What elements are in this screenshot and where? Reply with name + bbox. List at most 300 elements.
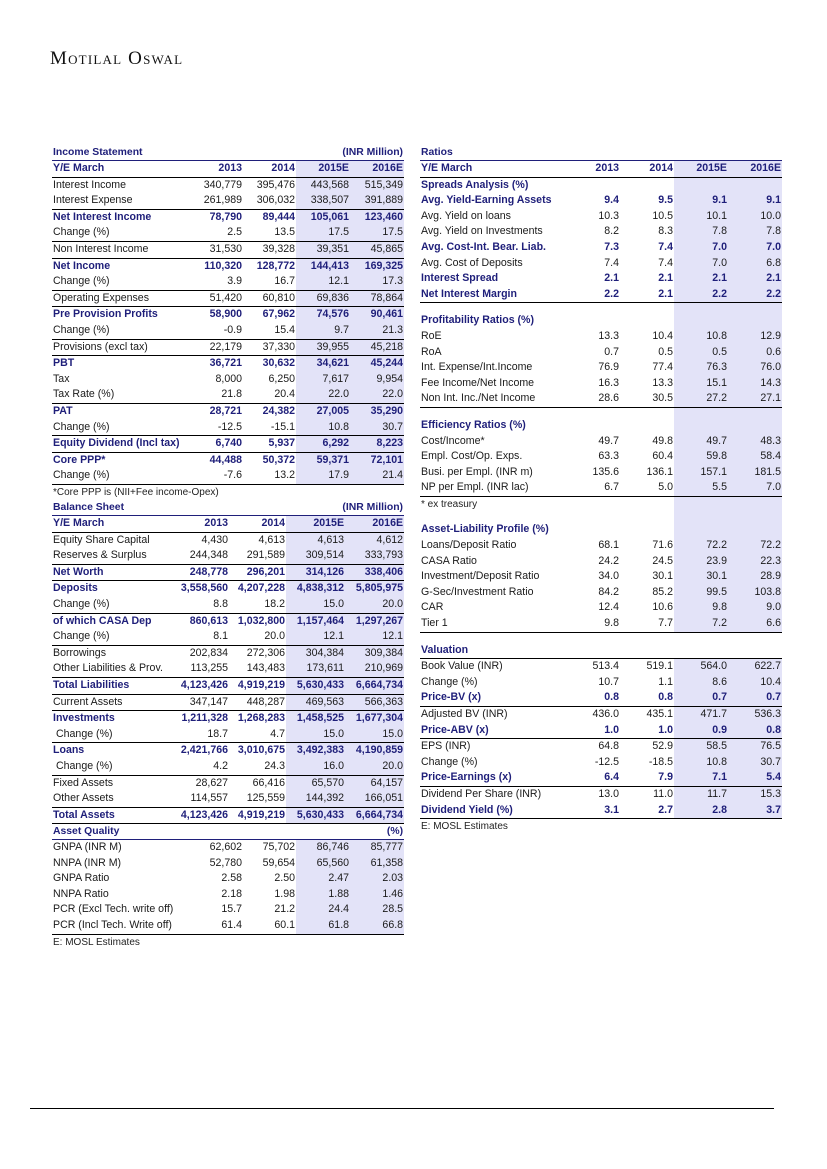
row-value: 22.0 bbox=[350, 387, 404, 403]
row-value: 99.5 bbox=[674, 585, 728, 601]
table-row bbox=[420, 449, 782, 465]
row-value: 27.2 bbox=[674, 391, 728, 407]
row-value: 536.3 bbox=[728, 707, 782, 723]
row-value: 9.5 bbox=[658, 194, 673, 207]
row-value: 181.5 bbox=[728, 465, 782, 481]
table-row bbox=[420, 690, 782, 706]
row-value: 62,602 bbox=[209, 841, 242, 853]
row-value: -12.5 bbox=[217, 420, 242, 433]
row-value: 58.5 bbox=[674, 739, 728, 755]
row-label: RoA bbox=[421, 345, 442, 358]
table-row bbox=[52, 452, 404, 468]
row-value: 9.0 bbox=[728, 600, 782, 616]
table-row bbox=[420, 376, 782, 392]
row-value: 12.1 bbox=[296, 274, 350, 290]
table-row bbox=[52, 323, 404, 339]
row-label: Change (%) bbox=[53, 420, 110, 433]
row-value: 10.4 bbox=[652, 329, 673, 342]
row-value: 12.9 bbox=[728, 329, 782, 345]
table-row bbox=[420, 675, 782, 691]
row-value: 1.0 bbox=[658, 723, 673, 736]
row-value: 69,836 bbox=[296, 290, 350, 307]
spacer-row bbox=[420, 303, 782, 314]
row-value: 65,560 bbox=[296, 856, 350, 872]
row-value: 39,955 bbox=[296, 339, 350, 356]
spacer-row bbox=[420, 407, 782, 418]
table-row bbox=[52, 645, 404, 661]
income-statement-table bbox=[52, 145, 404, 500]
row-label: Busi. per Empl. (INR m) bbox=[421, 465, 533, 478]
table-row bbox=[52, 274, 404, 290]
row-value: 60.1 bbox=[243, 918, 296, 934]
brand-logo: Motilal Oswal bbox=[50, 48, 184, 69]
row-value: 59,371 bbox=[296, 452, 350, 468]
section-note bbox=[420, 496, 782, 512]
row-value: 7.9 bbox=[658, 771, 673, 784]
row-value: 8.2 bbox=[604, 225, 619, 238]
section-header bbox=[420, 313, 782, 329]
row-label: of which CASA Dep bbox=[52, 613, 172, 629]
row-label: Change (%) bbox=[52, 468, 190, 484]
year-header: 2015E bbox=[286, 516, 345, 533]
row-value: 515,349 bbox=[350, 177, 404, 193]
table-row bbox=[52, 339, 404, 356]
row-value: 340,779 bbox=[203, 178, 242, 191]
row-label: Change (%) bbox=[53, 323, 110, 336]
row-value: 21.4 bbox=[350, 468, 404, 484]
row-value: 2.7 bbox=[620, 803, 674, 819]
row-value: 5.0 bbox=[620, 480, 674, 496]
table-row bbox=[52, 225, 404, 241]
row-value: 2.2 bbox=[728, 287, 782, 303]
row-value: 7.4 bbox=[604, 256, 619, 269]
row-value: 1,677,304 bbox=[345, 711, 404, 727]
table-row bbox=[420, 224, 782, 240]
footnote: E: MOSL Estimates bbox=[421, 821, 508, 833]
row-value: 291,589 bbox=[246, 549, 286, 562]
table-row bbox=[52, 403, 404, 419]
row-value: 166,051 bbox=[345, 791, 404, 807]
row-value: 30.5 bbox=[620, 391, 674, 407]
row-value: 76.3 bbox=[674, 360, 728, 376]
row-value: 60.4 bbox=[652, 450, 673, 463]
year-header: 2014 bbox=[229, 516, 286, 533]
table-row bbox=[52, 871, 404, 887]
estimate-shade bbox=[674, 522, 782, 538]
footnote: * ex treasury bbox=[421, 498, 478, 510]
row-label: PCR (Excl Tech. write off) bbox=[53, 903, 174, 916]
row-value: 17.3 bbox=[350, 274, 404, 290]
year-header: 2014 bbox=[243, 161, 296, 178]
row-value: 58,900 bbox=[190, 307, 243, 323]
asset-quality-note-row bbox=[52, 934, 404, 950]
row-label: Borrowings bbox=[52, 645, 172, 661]
row-value: 8.3 bbox=[658, 225, 673, 238]
row-value: 1.88 bbox=[296, 887, 350, 903]
row-value: 2.1 bbox=[658, 272, 673, 285]
row-value: 16.3 bbox=[598, 376, 619, 389]
row-value: 144,413 bbox=[296, 258, 350, 274]
asset-quality-title bbox=[52, 824, 404, 840]
row-value: 248,778 bbox=[172, 564, 229, 581]
row-value: 77.4 bbox=[652, 361, 673, 374]
row-value: 306,032 bbox=[256, 194, 295, 207]
estimate-shade bbox=[674, 496, 782, 512]
ratios-title bbox=[420, 145, 782, 161]
row-label: Change (%) bbox=[421, 675, 478, 688]
row-value: 10.6 bbox=[652, 601, 673, 614]
table-row bbox=[420, 240, 782, 256]
table-row bbox=[420, 256, 782, 272]
row-value: 338,406 bbox=[345, 564, 404, 581]
table-row bbox=[52, 791, 404, 807]
row-value: 9.1 bbox=[728, 193, 782, 209]
row-value: 27,005 bbox=[296, 403, 350, 419]
row-value: 2.5 bbox=[227, 226, 242, 239]
table-row bbox=[52, 613, 404, 629]
row-value: 2.1 bbox=[620, 287, 674, 303]
row-label: Dividend Yield (%) bbox=[420, 803, 566, 819]
row-value: 113,255 bbox=[190, 662, 228, 675]
row-value: 20.0 bbox=[264, 630, 286, 643]
row-value: 3,010,675 bbox=[229, 743, 286, 759]
spacer bbox=[420, 303, 674, 314]
row-label: Avg. Yield-Earning Assets bbox=[421, 194, 552, 207]
row-value: 4,190,859 bbox=[345, 743, 404, 759]
row-label: Price-Earnings (x) bbox=[421, 771, 512, 784]
row-value: 7.8 bbox=[674, 224, 728, 240]
row-label: Net Interest Margin bbox=[420, 287, 566, 303]
row-value: 10.8 bbox=[674, 329, 728, 345]
row-label: Loans bbox=[52, 743, 172, 759]
row-value: 76.5 bbox=[728, 739, 782, 755]
row-label: Change (%) bbox=[53, 226, 110, 239]
row-value: 5,630,433 bbox=[286, 807, 345, 824]
row-value: 11.0 bbox=[620, 786, 674, 802]
row-value: 6,664,734 bbox=[345, 677, 404, 694]
table-row bbox=[420, 465, 782, 481]
row-value: 58.4 bbox=[728, 449, 782, 465]
row-value: 143,483 bbox=[246, 662, 286, 675]
header-row bbox=[52, 161, 404, 178]
row-label: Non Int. Inc./Net Income bbox=[420, 391, 566, 407]
row-value: 14.3 bbox=[728, 376, 782, 392]
row-value: 13.5 bbox=[274, 226, 295, 239]
row-value: 63.3 bbox=[598, 450, 619, 463]
row-label: CASA Ratio bbox=[421, 554, 477, 567]
row-value: 28,627 bbox=[172, 775, 229, 791]
table-row bbox=[420, 739, 782, 755]
row-value: 7.7 bbox=[620, 616, 674, 632]
row-value: 8,000 bbox=[215, 372, 242, 385]
row-value: 8.1 bbox=[213, 630, 228, 643]
row-value: 1.1 bbox=[658, 675, 673, 688]
row-value: 61.8 bbox=[296, 918, 350, 934]
row-label: Avg. Yield on loans bbox=[421, 209, 511, 222]
row-value: 66.8 bbox=[350, 918, 404, 934]
row-value: 71.6 bbox=[652, 539, 673, 552]
balance-sheet-table bbox=[52, 500, 404, 824]
row-value: 44,488 bbox=[190, 452, 243, 468]
spacer bbox=[420, 512, 674, 522]
row-value: 2.1 bbox=[674, 271, 728, 287]
header-label: Y/E March bbox=[52, 516, 172, 533]
row-value: 49.7 bbox=[674, 434, 728, 450]
row-label: Change (%) bbox=[56, 727, 113, 740]
table-row bbox=[420, 391, 782, 407]
row-label: G-Sec/Investment Ratio bbox=[421, 585, 534, 598]
row-value: 202,834 bbox=[172, 645, 229, 661]
table-row bbox=[52, 420, 404, 436]
row-label: Loans/Deposit Ratio bbox=[421, 539, 517, 552]
header-row bbox=[420, 161, 782, 178]
table-row bbox=[52, 629, 404, 645]
section-header bbox=[420, 177, 782, 193]
row-value: 39,351 bbox=[296, 241, 350, 258]
row-value: 1,458,525 bbox=[286, 711, 345, 727]
row-value: 10.5 bbox=[652, 209, 673, 222]
row-value: 37,330 bbox=[243, 339, 296, 356]
row-value: 2.18 bbox=[221, 887, 242, 900]
row-value: 22.0 bbox=[296, 387, 350, 403]
row-value: 51,420 bbox=[190, 290, 243, 307]
row-value: 59.8 bbox=[674, 449, 728, 465]
row-value: 28.6 bbox=[566, 391, 620, 407]
table-row bbox=[52, 241, 404, 258]
row-value: 6,740 bbox=[190, 436, 243, 453]
row-value: 13.3 bbox=[598, 329, 619, 342]
row-label: Equity Share Capital bbox=[53, 533, 150, 546]
row-value: 24.3 bbox=[264, 759, 286, 772]
row-value: 75,702 bbox=[262, 841, 296, 853]
row-value: 513.4 bbox=[566, 659, 620, 675]
row-value: 15.0 bbox=[286, 727, 345, 743]
table-row bbox=[420, 434, 782, 450]
row-value: 4.7 bbox=[270, 727, 286, 740]
row-value: 10.1 bbox=[674, 209, 728, 225]
footer-rule bbox=[30, 1108, 774, 1109]
year-header: 2015E bbox=[296, 161, 350, 178]
row-value: 13.3 bbox=[652, 376, 673, 389]
table-row bbox=[420, 329, 782, 345]
row-value: 169,325 bbox=[350, 258, 404, 274]
table-row bbox=[420, 616, 782, 632]
row-label: Interest Spread bbox=[421, 272, 499, 285]
estimate-shade bbox=[674, 177, 782, 193]
row-label: NP per Empl. (INR lac) bbox=[420, 480, 566, 496]
year-header: 2016E bbox=[728, 161, 782, 178]
row-value: 0.5 bbox=[674, 345, 728, 361]
row-value: 304,384 bbox=[286, 645, 345, 661]
row-value: 17.9 bbox=[296, 468, 350, 484]
row-label: Core PPP* bbox=[52, 452, 190, 468]
section-title: Balance Sheet bbox=[52, 500, 286, 516]
row-label: Reserves & Surplus bbox=[53, 549, 147, 562]
row-value: 16.7 bbox=[274, 275, 295, 288]
row-value: 11.7 bbox=[674, 786, 728, 802]
ratios-table bbox=[420, 145, 782, 835]
row-value: 0.7 bbox=[604, 345, 619, 358]
table-row bbox=[52, 743, 404, 759]
row-value: 45,218 bbox=[350, 339, 404, 356]
table-row bbox=[52, 372, 404, 388]
table-row bbox=[52, 711, 404, 727]
row-value: 4,919,219 bbox=[229, 677, 286, 694]
row-value: 5,805,975 bbox=[345, 581, 404, 597]
row-label: Total Assets bbox=[52, 807, 172, 824]
table-row bbox=[420, 770, 782, 786]
spacer-row bbox=[420, 512, 782, 522]
row-value: 622.7 bbox=[728, 659, 782, 675]
row-value: 78,790 bbox=[190, 209, 243, 225]
year-header: 2013 bbox=[566, 161, 620, 178]
row-value: 13.0 bbox=[566, 786, 620, 802]
income-statement-title bbox=[52, 145, 404, 161]
row-value: 4,123,426 bbox=[172, 677, 229, 694]
row-value: 0.9 bbox=[674, 723, 728, 739]
row-label: NNPA Ratio bbox=[53, 887, 109, 900]
row-value: 2.1 bbox=[604, 272, 619, 285]
row-value: 15.0 bbox=[345, 727, 404, 743]
row-value: 128,772 bbox=[243, 258, 296, 274]
row-label: Empl. Cost/Op. Exps. bbox=[421, 450, 523, 463]
row-value: 30,632 bbox=[243, 356, 296, 372]
row-value: 1.46 bbox=[350, 887, 404, 903]
table-row bbox=[420, 659, 782, 675]
row-label: Non Interest Income bbox=[52, 241, 190, 258]
table-row bbox=[420, 755, 782, 771]
row-value: 7.3 bbox=[604, 240, 619, 253]
row-value: 22.3 bbox=[728, 554, 782, 570]
row-value: -18.5 bbox=[648, 755, 673, 768]
row-value: 4,612 bbox=[345, 532, 404, 548]
row-value: 1.0 bbox=[604, 723, 619, 736]
table-row bbox=[420, 707, 782, 723]
table-row bbox=[420, 287, 782, 303]
row-value: 173,611 bbox=[286, 661, 345, 677]
row-value: 9.8 bbox=[674, 600, 728, 616]
row-label: Price-BV (x) bbox=[421, 691, 482, 704]
row-label: Fee Income/Net Income bbox=[421, 376, 535, 389]
row-value: 28.9 bbox=[728, 569, 782, 585]
row-value: 52,780 bbox=[209, 856, 242, 869]
row-value: 6,664,734 bbox=[345, 807, 404, 824]
row-value: 9.8 bbox=[566, 616, 620, 632]
unit-label: (INR Million) bbox=[286, 500, 404, 516]
row-label: Other Liabilities & Prov. bbox=[53, 662, 163, 675]
table-row bbox=[52, 840, 404, 856]
row-label: Change (%) bbox=[421, 755, 478, 768]
row-value: 18.2 bbox=[264, 597, 286, 610]
table-row bbox=[52, 177, 404, 193]
row-value: 471.7 bbox=[674, 707, 728, 723]
row-value: 30.1 bbox=[652, 570, 673, 583]
footnote: *Core PPP is (NII+Fee income-Opex) bbox=[53, 486, 219, 498]
row-value: 2.47 bbox=[296, 871, 350, 887]
row-value: 2.1 bbox=[728, 271, 782, 287]
row-value: 12.1 bbox=[345, 629, 404, 645]
row-value: 395,476 bbox=[256, 178, 295, 191]
row-value: 272,306 bbox=[229, 645, 286, 661]
row-value: 45,244 bbox=[350, 356, 404, 372]
row-label: Book Value (INR) bbox=[420, 659, 566, 675]
row-value: 8.8 bbox=[213, 597, 228, 610]
row-value: 15.0 bbox=[286, 597, 345, 613]
table-row bbox=[52, 759, 404, 775]
spacer bbox=[674, 407, 782, 418]
year-header: 2013 bbox=[190, 161, 243, 178]
header-label: Y/E March bbox=[52, 161, 190, 178]
row-label: Int. Expense/Int.Income bbox=[421, 361, 533, 374]
row-value: 15.1 bbox=[674, 376, 728, 392]
valuation-title bbox=[420, 643, 782, 659]
row-value: 391,889 bbox=[350, 193, 404, 209]
row-value: 17.5 bbox=[296, 225, 350, 241]
row-value: 23.9 bbox=[674, 554, 728, 570]
row-value: 8.6 bbox=[674, 675, 728, 691]
row-value: 2.58 bbox=[221, 872, 242, 885]
row-value: 72.2 bbox=[674, 538, 728, 554]
row-label: Net Income bbox=[52, 258, 190, 274]
row-value: 76.9 bbox=[598, 361, 619, 374]
row-value: 7,617 bbox=[296, 372, 350, 388]
row-value: 7.2 bbox=[674, 616, 728, 632]
table-row bbox=[52, 902, 404, 918]
row-value: 144,392 bbox=[286, 791, 345, 807]
row-value: 24.2 bbox=[598, 554, 619, 567]
row-label: Change (%) bbox=[53, 630, 110, 643]
row-label: Interest Income bbox=[53, 178, 127, 191]
table-row bbox=[52, 258, 404, 274]
row-value: 9.7 bbox=[296, 323, 350, 339]
header-row bbox=[52, 516, 404, 533]
row-value: 52.9 bbox=[620, 739, 674, 755]
row-label: Equity Dividend (Incl tax) bbox=[52, 436, 190, 453]
row-value: 10.4 bbox=[728, 675, 782, 691]
year-header: 2016E bbox=[350, 161, 404, 178]
row-value: 125,559 bbox=[246, 792, 286, 805]
row-value: 338,507 bbox=[296, 193, 350, 209]
table-row bbox=[52, 532, 404, 548]
row-value: 10.8 bbox=[674, 755, 728, 771]
row-value: 24,382 bbox=[243, 403, 296, 419]
row-label: EPS (INR) bbox=[420, 739, 566, 755]
row-value: 1,268,283 bbox=[229, 711, 286, 727]
row-value: 4,838,312 bbox=[286, 581, 345, 597]
row-value: 333,793 bbox=[345, 548, 404, 564]
row-value: 13.2 bbox=[243, 468, 296, 484]
table-row bbox=[52, 564, 404, 581]
row-label: Operating Expenses bbox=[52, 290, 190, 307]
row-value: 2.2 bbox=[566, 287, 620, 303]
table-row bbox=[52, 887, 404, 903]
row-value: 1,211,328 bbox=[172, 711, 229, 727]
row-label: GNPA Ratio bbox=[53, 872, 110, 885]
row-value: 2.50 bbox=[274, 872, 296, 885]
row-label: PBT bbox=[52, 356, 190, 372]
row-value: 157.1 bbox=[674, 465, 728, 481]
row-value: 105,061 bbox=[296, 209, 350, 225]
row-value: 7.0 bbox=[728, 240, 782, 256]
row-value: 5.4 bbox=[728, 770, 782, 786]
row-value: 67,962 bbox=[243, 307, 296, 323]
row-value: 6,250 bbox=[268, 372, 295, 385]
row-value: 4,919,219 bbox=[229, 807, 286, 824]
row-value: 1,157,464 bbox=[286, 613, 345, 629]
row-label: PAT bbox=[52, 403, 190, 419]
row-value: 436.0 bbox=[566, 707, 620, 723]
row-value: 4,613 bbox=[258, 533, 286, 546]
